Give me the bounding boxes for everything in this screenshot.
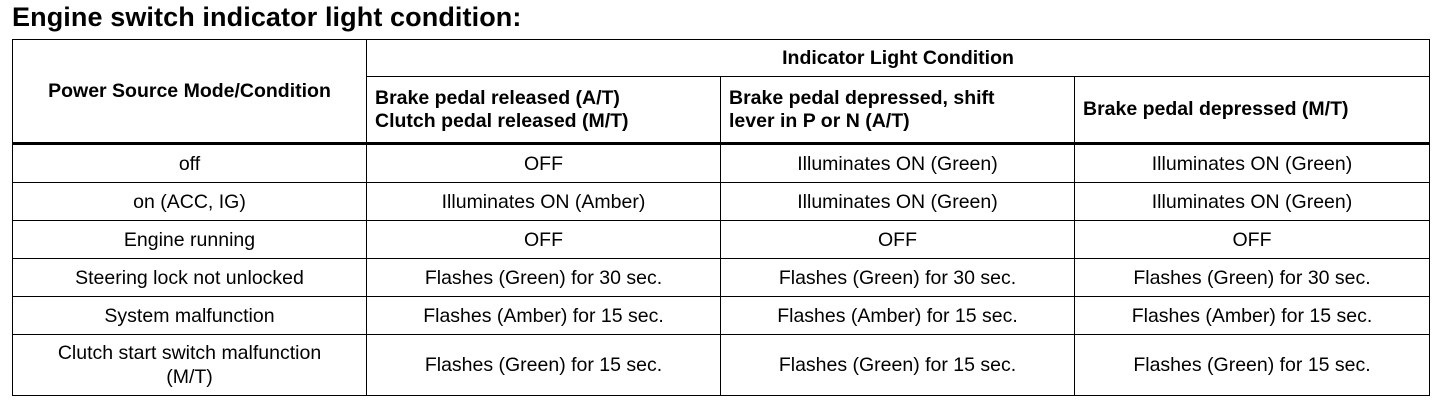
table-cell: Illuminates ON (Amber) bbox=[367, 183, 721, 221]
column-header-line: lever in P or N (A/T) bbox=[729, 109, 910, 132]
header-row-group bbox=[13, 40, 1430, 77]
indicator-condition-table bbox=[12, 39, 1430, 396]
table-cell: OFF bbox=[367, 144, 721, 183]
table-cell: Flashes (Green) for 15 sec. bbox=[367, 335, 721, 396]
table-row bbox=[13, 259, 1430, 297]
condition-cell: on (ACC, IG) bbox=[13, 183, 367, 221]
table-header bbox=[13, 40, 1430, 144]
condition-line: Clutch start switch malfunction bbox=[57, 342, 322, 364]
column-header-line: Brake pedal released (A/T) bbox=[375, 86, 620, 109]
table-cell: OFF bbox=[721, 221, 1075, 259]
page-title: Engine switch indicator light condition: bbox=[12, 2, 522, 32]
column-header-brake-depressed-shift bbox=[721, 77, 1075, 144]
table-row bbox=[13, 144, 1430, 183]
table-cell: Flashes (Green) for 15 sec. bbox=[721, 335, 1075, 396]
table-cell: Flashes (Green) for 30 sec. bbox=[1075, 259, 1430, 297]
table-cell: OFF bbox=[1075, 221, 1430, 259]
table-row bbox=[13, 297, 1430, 335]
condition-cell: Steering lock not unlocked bbox=[13, 259, 367, 297]
condition-cell: System malfunction bbox=[13, 297, 367, 335]
table-cell: OFF bbox=[367, 221, 721, 259]
table-cell: Illuminates ON (Green) bbox=[721, 183, 1075, 221]
column-header-line: Clutch pedal released (M/T) bbox=[375, 109, 629, 132]
column-header-line: Brake pedal depressed, shift bbox=[729, 86, 995, 109]
table-cell: Flashes (Green) for 30 sec. bbox=[721, 259, 1075, 297]
condition-cell: Engine running bbox=[13, 221, 367, 259]
table-cell: Illuminates ON (Green) bbox=[1075, 183, 1430, 221]
condition-cell: off bbox=[13, 144, 367, 183]
table-row bbox=[13, 335, 1430, 396]
row-header-power-source: Power Source Mode/Condition bbox=[13, 40, 367, 144]
table-cell: Flashes (Amber) for 15 sec. bbox=[1075, 297, 1430, 335]
condition-line: (M/T) bbox=[166, 366, 213, 388]
column-header-brake-depressed-mt bbox=[1075, 77, 1430, 144]
table-cell: Flashes (Amber) for 15 sec. bbox=[721, 297, 1075, 335]
table-row bbox=[13, 221, 1430, 259]
table-body bbox=[13, 144, 1430, 396]
column-header-line: Brake pedal depressed (M/T) bbox=[1083, 98, 1349, 120]
table-row bbox=[13, 183, 1430, 221]
table-cell: Flashes (Green) for 30 sec. bbox=[367, 259, 721, 297]
table-cell: Flashes (Amber) for 15 sec. bbox=[367, 297, 721, 335]
group-header-indicator-light: Indicator Light Condition bbox=[367, 40, 1430, 77]
table-cell: Flashes (Green) for 15 sec. bbox=[1075, 335, 1430, 396]
condition-cell bbox=[13, 335, 367, 396]
table-cell: Illuminates ON (Green) bbox=[721, 144, 1075, 183]
table-cell: Illuminates ON (Green) bbox=[1075, 144, 1430, 183]
column-header-brake-released bbox=[367, 77, 721, 144]
